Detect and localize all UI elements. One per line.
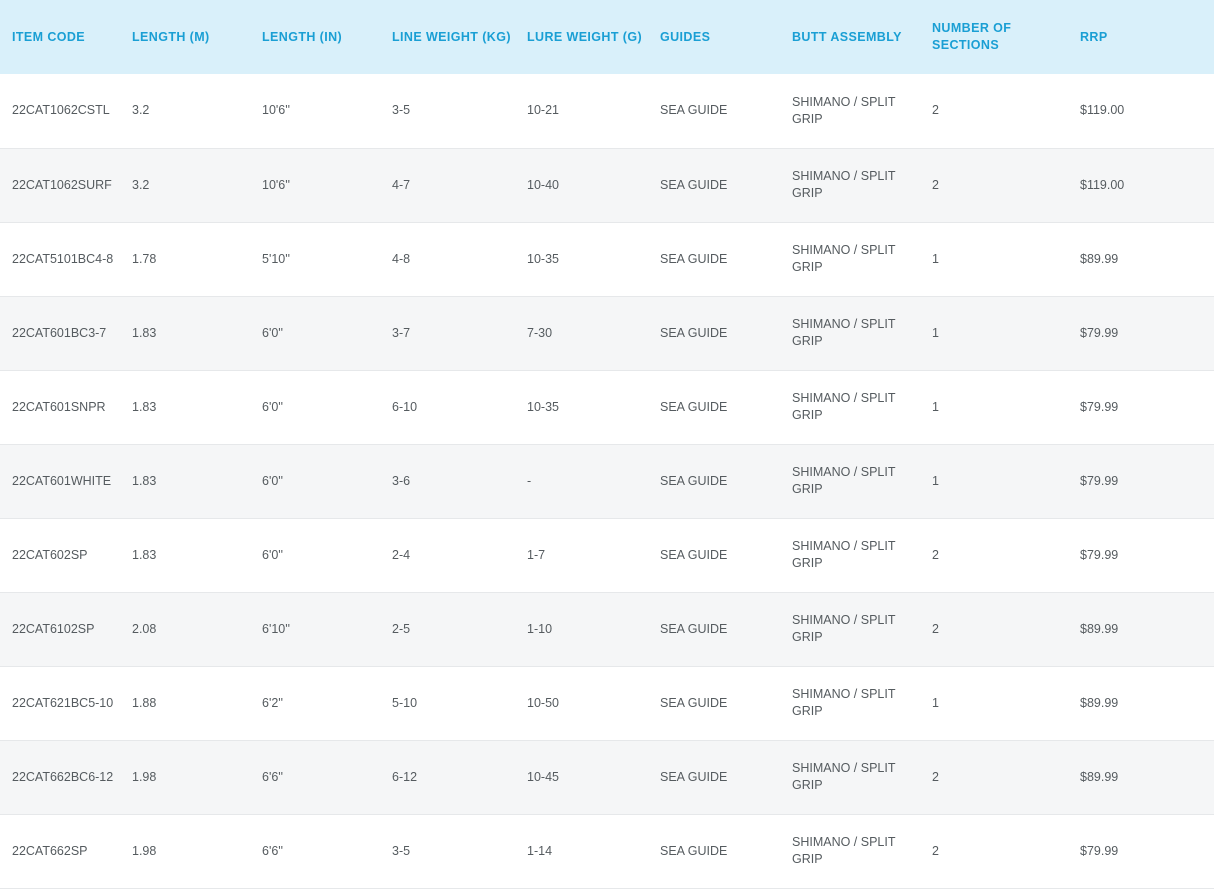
cell-length-in: 6'10'' [262, 592, 392, 666]
cell-rrp: $79.99 [1080, 296, 1214, 370]
table-row [0, 148, 1214, 222]
cell-number-of-sections: 1 [932, 296, 1080, 370]
cell-length-in: 6'6'' [262, 814, 392, 888]
cell-length-in: 6'0'' [262, 518, 392, 592]
cell-lure-weight-g: 10-35 [527, 222, 660, 296]
cell-number-of-sections: 2 [932, 740, 1080, 814]
cell-lure-weight-g: 1-14 [527, 814, 660, 888]
cell-lure-weight-g: 1-7 [527, 518, 660, 592]
cell-number-of-sections: 2 [932, 814, 1080, 888]
cell-guides: SEA GUIDE [660, 740, 792, 814]
table-row [0, 296, 1214, 370]
cell-line-weight-kg: 3-6 [392, 444, 527, 518]
table-row [0, 592, 1214, 666]
cell-guides: SEA GUIDE [660, 518, 792, 592]
table-body [0, 74, 1214, 888]
cell-guides: SEA GUIDE [660, 296, 792, 370]
cell-lure-weight-g: 10-50 [527, 666, 660, 740]
cell-length-m: 1.88 [132, 666, 262, 740]
cell-length-in: 5'10'' [262, 222, 392, 296]
column-header-rrp: RRP [1080, 29, 1108, 44]
cell-number-of-sections: 2 [932, 74, 1080, 148]
cell-lure-weight-g: 7-30 [527, 296, 660, 370]
cell-length-m: 1.83 [132, 518, 262, 592]
cell-number-of-sections: 2 [932, 148, 1080, 222]
cell-rrp: $119.00 [1080, 74, 1214, 148]
cell-length-m: 2.08 [132, 592, 262, 666]
cell-butt-assembly: SHIMANO / SPLIT GRIP [792, 74, 932, 148]
cell-guides: SEA GUIDE [660, 444, 792, 518]
cell-line-weight-kg: 6-12 [392, 740, 527, 814]
cell-butt-assembly: SHIMANO / SPLIT GRIP [792, 740, 932, 814]
cell-item-code: 22CAT1062CSTL [0, 74, 132, 148]
cell-length-m: 3.2 [132, 148, 262, 222]
cell-line-weight-kg: 6-10 [392, 370, 527, 444]
cell-butt-assembly: SHIMANO / SPLIT GRIP [792, 222, 932, 296]
cell-length-m: 1.83 [132, 296, 262, 370]
cell-rrp: $79.99 [1080, 814, 1214, 888]
cell-length-m: 1.98 [132, 740, 262, 814]
table-header-row [0, 0, 1214, 74]
cell-number-of-sections: 1 [932, 370, 1080, 444]
table-row [0, 74, 1214, 148]
cell-line-weight-kg: 3-7 [392, 296, 527, 370]
cell-number-of-sections: 1 [932, 444, 1080, 518]
cell-lure-weight-g: 10-35 [527, 370, 660, 444]
cell-rrp: $89.99 [1080, 222, 1214, 296]
cell-rrp: $89.99 [1080, 666, 1214, 740]
cell-length-in: 10'6'' [262, 148, 392, 222]
cell-lure-weight-g: 10-45 [527, 740, 660, 814]
cell-guides: SEA GUIDE [660, 222, 792, 296]
cell-rrp: $89.99 [1080, 740, 1214, 814]
cell-lure-weight-g: 10-21 [527, 74, 660, 148]
cell-number-of-sections: 2 [932, 592, 1080, 666]
cell-butt-assembly: SHIMANO / SPLIT GRIP [792, 296, 932, 370]
cell-item-code: 22CAT621BC5-10 [0, 666, 132, 740]
cell-length-in: 6'2'' [262, 666, 392, 740]
column-header-butt-assembly: BUTT ASSEMBLY [792, 29, 902, 44]
cell-item-code: 22CAT5101BC4-8 [0, 222, 132, 296]
cell-line-weight-kg: 4-8 [392, 222, 527, 296]
cell-length-m: 3.2 [132, 74, 262, 148]
cell-rrp: $79.99 [1080, 370, 1214, 444]
column-header-number-of-sections: NUMBER OF SECTIONS [932, 21, 1012, 52]
table-row [0, 444, 1214, 518]
cell-lure-weight-g: 10-40 [527, 148, 660, 222]
cell-item-code: 22CAT6102SP [0, 592, 132, 666]
cell-length-m: 1.98 [132, 814, 262, 888]
table-row [0, 222, 1214, 296]
table-row [0, 370, 1214, 444]
cell-item-code: 22CAT662BC6-12 [0, 740, 132, 814]
table-row [0, 518, 1214, 592]
cell-number-of-sections: 1 [932, 222, 1080, 296]
cell-item-code: 22CAT1062SURF [0, 148, 132, 222]
cell-rrp: $79.99 [1080, 444, 1214, 518]
cell-line-weight-kg: 2-5 [392, 592, 527, 666]
cell-lure-weight-g: 1-10 [527, 592, 660, 666]
column-header-guides: GUIDES [660, 29, 711, 44]
cell-guides: SEA GUIDE [660, 814, 792, 888]
cell-guides: SEA GUIDE [660, 666, 792, 740]
cell-line-weight-kg: 2-4 [392, 518, 527, 592]
cell-number-of-sections: 1 [932, 666, 1080, 740]
cell-length-in: 6'6'' [262, 740, 392, 814]
cell-butt-assembly: SHIMANO / SPLIT GRIP [792, 444, 932, 518]
table-row [0, 814, 1214, 888]
cell-line-weight-kg: 3-5 [392, 814, 527, 888]
cell-length-m: 1.78 [132, 222, 262, 296]
cell-guides: SEA GUIDE [660, 148, 792, 222]
cell-length-in: 6'0'' [262, 370, 392, 444]
cell-rrp: $89.99 [1080, 592, 1214, 666]
cell-length-m: 1.83 [132, 370, 262, 444]
cell-lure-weight-g: - [527, 444, 660, 518]
cell-line-weight-kg: 4-7 [392, 148, 527, 222]
cell-length-in: 6'0'' [262, 296, 392, 370]
cell-rrp: $119.00 [1080, 148, 1214, 222]
cell-length-m: 1.83 [132, 444, 262, 518]
cell-line-weight-kg: 3-5 [392, 74, 527, 148]
table-row [0, 740, 1214, 814]
cell-butt-assembly: SHIMANO / SPLIT GRIP [792, 518, 932, 592]
cell-length-in: 6'0'' [262, 444, 392, 518]
cell-item-code: 22CAT602SP [0, 518, 132, 592]
cell-line-weight-kg: 5-10 [392, 666, 527, 740]
cell-butt-assembly: SHIMANO / SPLIT GRIP [792, 814, 932, 888]
cell-butt-assembly: SHIMANO / SPLIT GRIP [792, 370, 932, 444]
cell-length-in: 10'6'' [262, 74, 392, 148]
cell-item-code: 22CAT662SP [0, 814, 132, 888]
table-row [0, 666, 1214, 740]
column-header-length-in: LENGTH (IN) [262, 29, 343, 44]
cell-number-of-sections: 2 [932, 518, 1080, 592]
cell-item-code: 22CAT601BC3-7 [0, 296, 132, 370]
cell-butt-assembly: SHIMANO / SPLIT GRIP [792, 592, 932, 666]
cell-butt-assembly: SHIMANO / SPLIT GRIP [792, 148, 932, 222]
cell-item-code: 22CAT601WHITE [0, 444, 132, 518]
cell-guides: SEA GUIDE [660, 370, 792, 444]
cell-butt-assembly: SHIMANO / SPLIT GRIP [792, 666, 932, 740]
cell-item-code: 22CAT601SNPR [0, 370, 132, 444]
cell-guides: SEA GUIDE [660, 74, 792, 148]
column-header-line-weight-kg: LINE WEIGHT (KG) [392, 29, 511, 44]
cell-guides: SEA GUIDE [660, 592, 792, 666]
cell-rrp: $79.99 [1080, 518, 1214, 592]
column-header-length-m: LENGTH (M) [132, 29, 210, 44]
column-header-item-code: ITEM CODE [12, 29, 86, 44]
table-header [0, 0, 1214, 74]
column-header-lure-weight-g: LURE WEIGHT (G) [527, 29, 643, 44]
